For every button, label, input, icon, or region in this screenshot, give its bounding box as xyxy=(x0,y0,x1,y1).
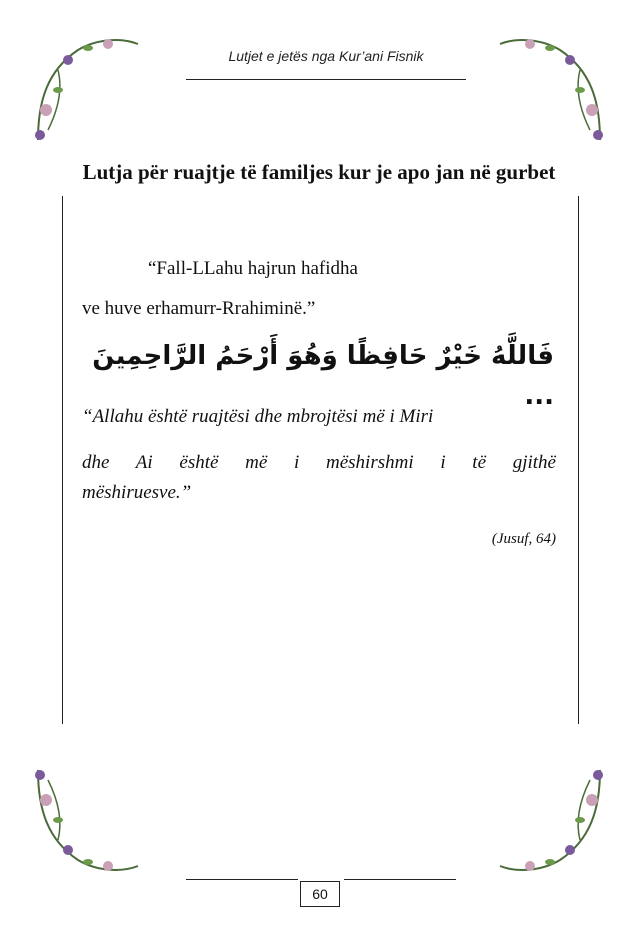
footer-rule-left xyxy=(186,879,298,880)
prayer-title: Lutja për ruajtje të familjes kur je apo jan në gurbet xyxy=(82,160,556,184)
page-number: 60 xyxy=(300,881,340,907)
floral-corner-top-left xyxy=(28,30,148,150)
floral-corner-bottom-left xyxy=(28,760,148,880)
running-header: Lutjet e jetës nga Kur’ani Fisnik xyxy=(228,48,424,64)
floral-corner-top-right xyxy=(490,30,610,150)
header-rule xyxy=(186,79,466,80)
arabic-verse: فَاللَّهُ خَيْرٌ حَافِظًا وَهُوَ أَرْحَمُ الرَّاحِمِينَ ... xyxy=(92,341,554,411)
translation-line-2: dhe Ai është më i mëshirshmi i të gjithë xyxy=(82,452,556,473)
translation-line-3: mëshiruesve.” xyxy=(82,482,192,503)
floral-corner-bottom-right xyxy=(490,760,610,880)
left-frame-line xyxy=(62,196,63,724)
transliteration-line-1: “Fall-LLahu hajrun hafidha xyxy=(148,258,358,279)
transliteration-line-2: ve huve erhamurr-Rrahiminë.” xyxy=(82,298,316,319)
footer-rule-right xyxy=(344,879,456,880)
translation-line-1: “Allahu është ruajtësi dhe mbrojtësi më i Miri xyxy=(82,406,434,427)
verse-reference: (Jusuf, 64) xyxy=(491,531,556,547)
right-frame-line xyxy=(578,196,579,724)
